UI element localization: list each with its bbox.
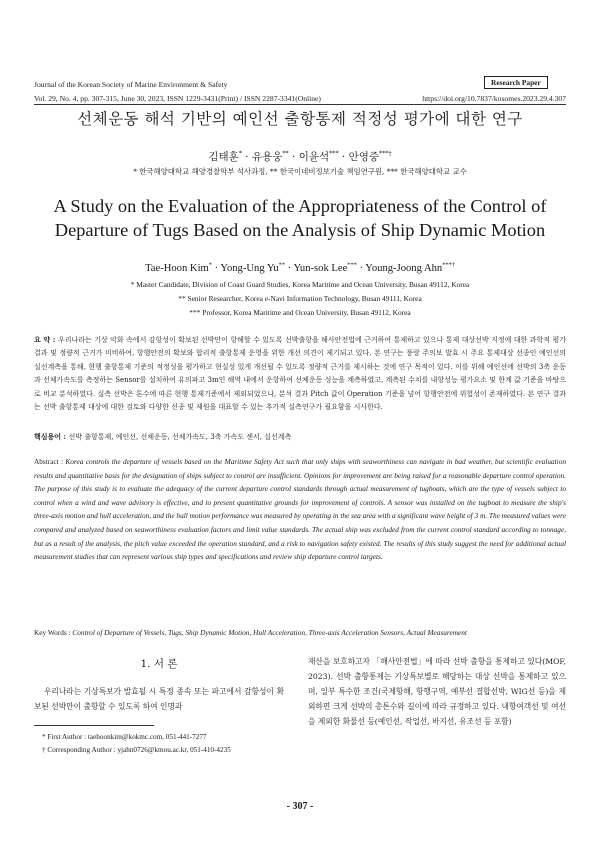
section-heading: 1. 서 론 <box>140 658 178 670</box>
keywords-korean-text: 선박 출항통제, 예인선, 선체운동, 선체가속도, 3축 가속도 센서, 실선계측 <box>68 433 292 441</box>
author-mark: ***† <box>442 261 455 269</box>
affiliation-english-3: *** Professor, Korea Maritime and Ocean University, Busan 49112, Korea <box>189 308 411 317</box>
affiliation-korean: * 한국해양대학교 해양경찰학부 석사과정, ** 한국이네비정보기술 책임연구원, *** 한국해양대학교 교수 <box>133 167 467 176</box>
author-name: 안영중 <box>348 151 380 163</box>
title-english-line1: A Study on the Evaluation of the Appropriateness of the Control of <box>53 196 547 216</box>
authors-korean: 김태훈* · 유용웅** · 이윤석*** · 안영중***† <box>208 150 392 163</box>
issue-info: Vol. 29, No. 4, pp. 307-315, June 30, 2023, ISSN 1229-3431(Print) / ISSN 2287-3341(Online) <box>34 94 321 103</box>
affiliation-english-2: ** Senior Researcher, Korea e-Navi Information Technology, Busan 49111, Korea <box>178 294 422 303</box>
header-rule <box>34 104 566 105</box>
author-mark: * <box>238 150 242 158</box>
authors-english: Tae-Hoon Kim* · Yong-Ung Yu** · Yun-sok Lee*** · Young-Joong Ahn***† <box>145 261 455 274</box>
author-name: 유용웅 <box>251 151 283 163</box>
keywords-english-text: Control of Departure of Vessels, Tugs, Ship Dynamic Motion, Hull Acceleration, Three-axis Acceleration Sensors, Actual Measurement <box>72 628 467 637</box>
abstract-korean-label: 요 약 : <box>34 335 58 344</box>
author-name: Tae-Hoon Kim <box>145 263 209 274</box>
author-mark: *** <box>329 150 339 158</box>
keywords-korean <box>34 430 566 444</box>
author-name: 이윤석 <box>298 151 330 163</box>
abstract-english <box>34 455 566 564</box>
keywords-english <box>34 626 566 640</box>
author-mark: ** <box>278 261 286 269</box>
title-english-line2: Departure of Tugs Based on the Analysis of Ship Dynamic Motion <box>54 220 546 240</box>
author-name: Yun-sok Lee <box>293 263 348 274</box>
intro-paragraph: 우리나라는 기상특보가 발효될 시 특정 종속 또는 파고에서 감항성이 확보된 선박만이 출항할 수 있도록 하여 인명과 <box>34 687 284 712</box>
doi-link[interactable]: https://doi.org/10.7837/kosomes.2023.29.4.307 <box>422 94 566 103</box>
author-mark: * <box>208 261 212 269</box>
author-mark: ** <box>282 150 289 158</box>
author-mark: *** <box>347 261 357 269</box>
author-name: Yong-Ung Yu <box>220 263 279 274</box>
footnote-corresponding-author: † Corresponding Author : yjahn0726@kmou.ac.kr, 051-410-4235 <box>42 746 231 754</box>
journal-name: Journal of the Korean Society of Marine Environment & Safety <box>34 80 228 89</box>
abstract-english-label: Abstract : <box>34 457 66 466</box>
page-number: - 307 - <box>286 801 314 812</box>
author-mark: ***† <box>379 150 392 158</box>
abstract-korean <box>34 333 566 414</box>
author-name: 김태훈 <box>208 151 239 163</box>
article-type-badge: Research Paper <box>484 76 548 89</box>
author-name: Young-Joong Ahn <box>365 263 443 274</box>
abstract-korean-text: 우리나라는 기상 악화 속에서 감항성이 확보된 선박만이 항해할 수 있도록 선박출항을 해사안전법에 근거하여 통제하고 있으나 통제 대상선박 지정에 대한 과학적 평가 결과 및 정량적 근거가 미비하여, 항행안전의 확보와 합리적 출항통제 운영을 위한 개선 의견이 제기되고 있다. 본 연구는 풍랑 주의보 발효 시 주요 통제대상 선종인 예인선의 실선계측을 통해, 현행 출항통제 기준의 적정성을 평가하고 현실성 있게 개선될 수 있도록 정량적 근거를 제시하는 것에 연구 목적이 있다. 이를 위해 예인선에 선박의 3축 운동과 선체가속도를 측정하는 Sensor를 설치하여 유의파고 3m인 해역 내에서 운항하여 선체운동 성능을 계측하였고, 계측된 수치를 내항성능 평가요소 및 한계 값 기준을 바탕으로 비교 분석하였다. 실측 선박은 톤수에 따른 현행 통제기준에서 제외되었으나, 분석 결과 Pitch 값이 Operation 기준을 넘어 항행안전에 위험성이 존재하였다. 본 연구 결과는 선박 출항통제 대상에 대한 검토와 다양한 선종 및 제원을 대표할 수 있는 추가적 실측연구가 필요함을 시사한다. <box>34 336 566 412</box>
affiliation-english-1: * Master Candidate, Division of Coast Guard Studies, Korea Maritime and Ocean University, Busan 49112, Korea <box>130 280 470 289</box>
footnote-first-author: * First Author : taehoonkim@kokmc.com, 051-441-7277 <box>42 733 207 741</box>
footnote-rule <box>34 725 154 726</box>
abstract-english-text: Korea controls the departure of vessels based on the Maritime Safety Act such that only ships with seaworthiness can navigate in bad weather, but scientific evaluation results and quantitative basis for the designation of ships subject to control are insufficient. Opinions for improvement are being raised for a reasonable departure control operation. The purpose of this study is to evaluate the adequacy of the current departure control standards through actual measurement of tugboats, which are the type of vessels subject to control when a wind and wave advisory is effective, and to present quantitative grounds for improvement of controls. A sensor was installed on the tugboat to measure the ship's three-axis motion and hull acceleration, and the hull motion performance was measured by operating in the sea area with a significant wave height of 3 m. The measured values were compared and analyzed based on seaworthiness evaluation factors and limit value standards. The actual ship was excluded from the current control standard according to tonnage, but as a result of the analysis, the pitch value exceeded the operation standard, and a risk to navigation safety existed. The results of this study suggest the need for additional actual measurement studies that can represent various ship types and specifications and review ship departure control targets. <box>34 457 566 562</box>
title-korean: 선체운동 해석 기반의 예인선 출항통제 적정성 평가에 대한 연구 <box>77 110 523 128</box>
right-column-paragraph: 재산을 보호하고자 「해사안전법」에 따라 선박 출항을 통제하고 있다(MOF, 2023). 선박 출항통제는 기상특보별로 해당하는 대상 선박을 통제하고 있으며, 일부 특수한 조건(국제항해, 항행구역, 예부선 결합선박, WIG선 등)을 제외하면 크게 선박의 총톤수와 길이에 따라 규정하고 있다. 내항여객선 및 여선을 제외한 화물선 등(예인선, 작업선, 바지선, 유조선 등 포함) <box>308 657 566 727</box>
keywords-korean-label: 핵심용어 : <box>34 432 69 441</box>
keywords-english-label: Key Words : <box>34 628 73 637</box>
